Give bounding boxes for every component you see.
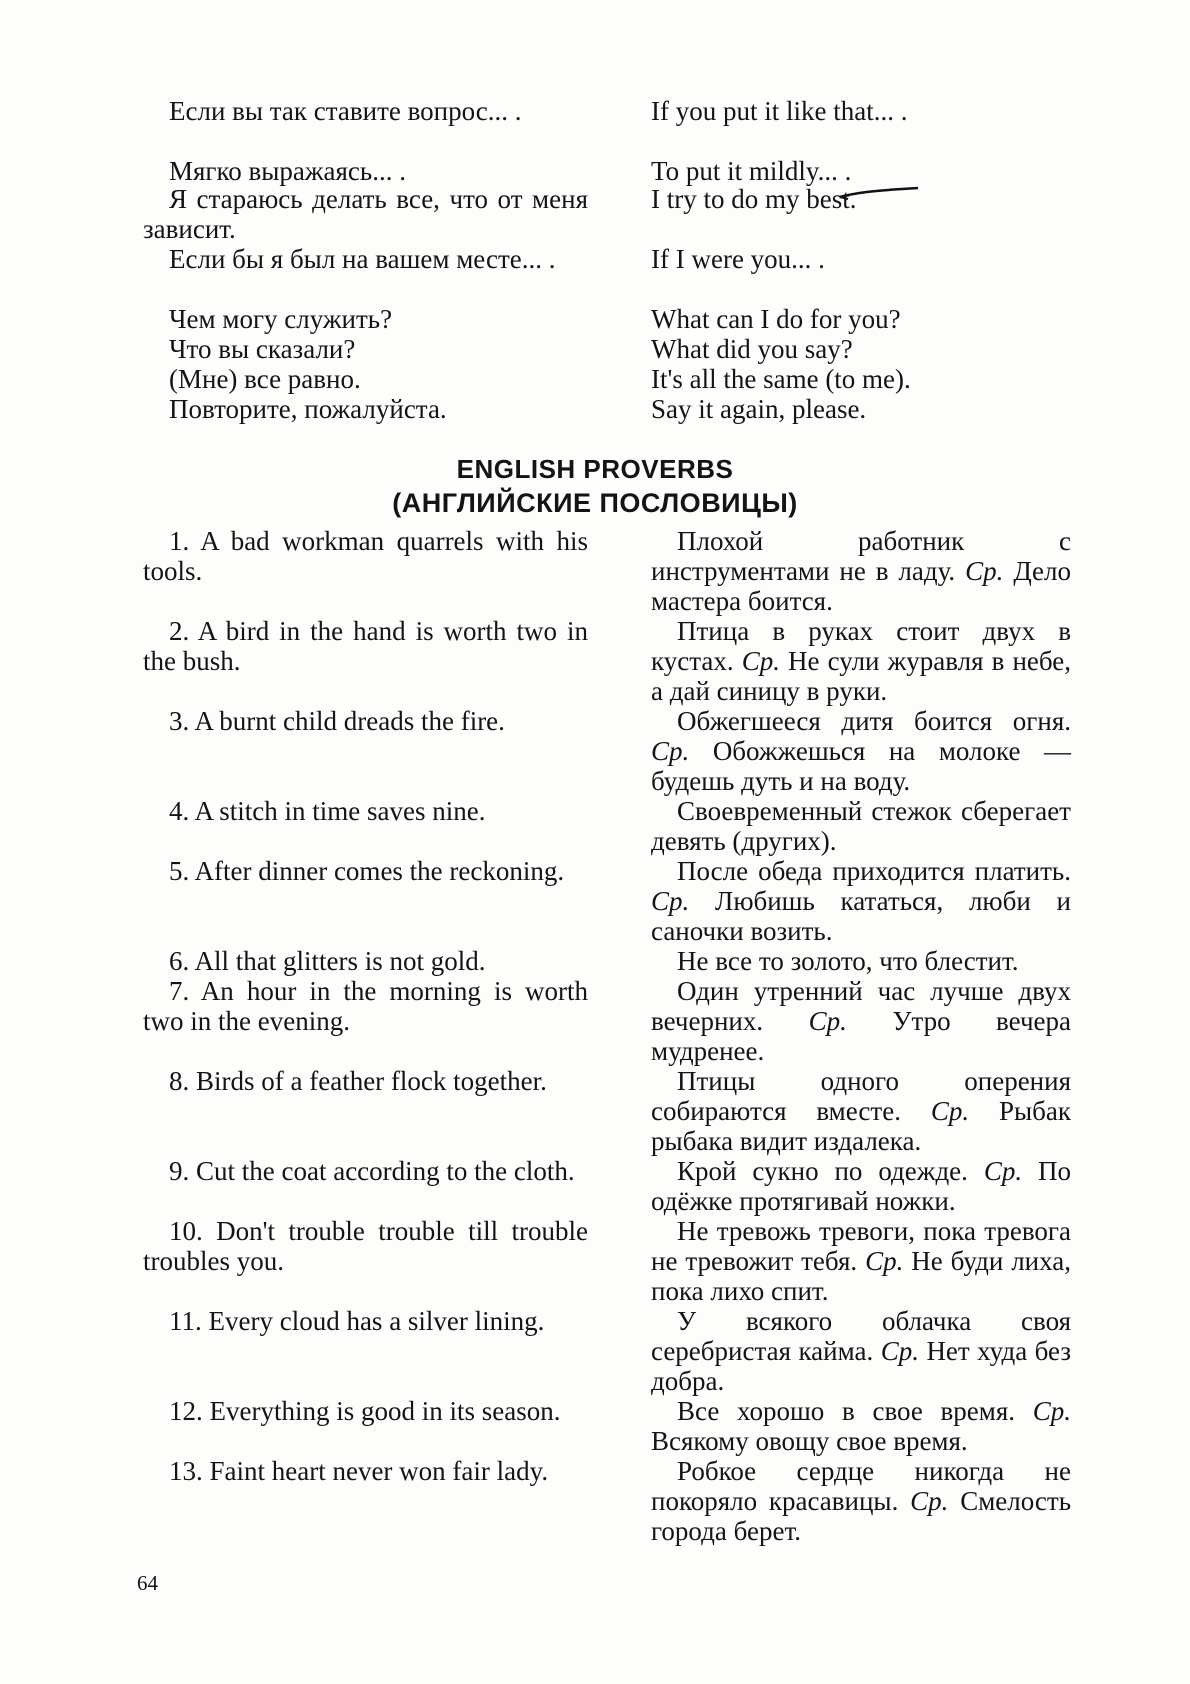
proverb-ru: После обеда приходится платить. Ср. Любишь кататься, люби и саночки возить. (651, 856, 1071, 946)
proverb-ru: У всякого облачка своя серебристая кайма. Ср. Нет худа без добра. (651, 1306, 1072, 1396)
proverb-ru: Крой сукно по одежде. Ср. По одёжке протягивай ножки. (651, 1156, 1072, 1216)
proverb-ru: Птица в руках стоит двух в кустах. Ср. Не сули журавля в небе, а дай синицу в руки. (651, 616, 1071, 706)
phrase-ru: Я стараюсь делать все, что от меня зависит. (143, 184, 588, 244)
proverb-ru: Все хорошо в свое время. Ср. Всякому овощу свое время. (651, 1396, 1071, 1456)
section-subtitle: (АНГЛИЙСКИЕ ПОСЛОВИЦЫ) (392, 488, 798, 518)
phrase-en: Say it again, please. (651, 394, 867, 424)
proverb-en: 13. Faint heart never won fair lady. (169, 1456, 549, 1486)
proverb-ru: Не тревожь тревоги, пока тревога не тревожит тебя. Ср. Не буди лиха, пока лихо спит. (651, 1216, 1072, 1306)
section-title: ENGLISH PROVERBS (456, 454, 734, 484)
handwritten-mark-icon (838, 186, 920, 202)
phrase-ru: (Мне) все равно. (169, 364, 361, 394)
phrase-ru: Мягко выражаясь... . (169, 156, 406, 186)
proverb-ru: Робкое сердце никогда не покоряло красавицы. Ср. Смелость города берет. (651, 1456, 1072, 1546)
proverb-ru: Птицы одного оперения собираются вместе. Ср. Рыбак рыбака видит издалека. (651, 1066, 1071, 1156)
proverb-en: 12. Everything is good in its season. (169, 1396, 561, 1426)
proverb-ru: Плохой работник с инструментами не в ладу. Ср. Дело мастера боится. (651, 526, 1072, 616)
proverb-en: 11. Every cloud has a silver lining. (169, 1306, 545, 1336)
proverb-ru: Своевременный стежок сберегает девять (других). (651, 796, 1071, 856)
proverb-en: 9. Cut the coat according to the cloth. (169, 1156, 575, 1186)
proverb-en: 2. A bird in the hand is worth two in the bush. (143, 616, 588, 676)
page-number: 64 (137, 1571, 158, 1595)
proverb-en: 1. A bad workman quarrels with his tools. (143, 526, 588, 586)
phrase-ru: Если бы я был на вашем месте... . (169, 244, 556, 274)
proverb-ru: Обжегшееся дитя боится огня. Ср. Обожжешься на молоке — будешь дуть и на воду. (651, 706, 1072, 796)
phrase-en: If you put it like that... . (651, 96, 908, 126)
proverb-ru: Не все то золото, что блестит. (677, 946, 1019, 976)
phrase-en: To put it mildly... . (651, 156, 852, 186)
phrase-en: If I were you... . (651, 244, 825, 274)
phrase-en: What can I do for you? (651, 304, 901, 334)
phrase-ru: Если вы так ставите вопрос... . (169, 96, 522, 126)
phrase-en: What did you say? (651, 334, 853, 364)
phrase-en: I try to do my best. (651, 184, 857, 214)
proverb-en: 10. Don't trouble trouble till trouble troubles you. (143, 1216, 588, 1276)
proverb-en: 3. A burnt child dreads the fire. (169, 706, 505, 736)
phrase-ru: Чем могу служить? (169, 304, 393, 334)
phrase-en: It's all the same (to me). (651, 364, 911, 394)
proverb-en: 7. An hour in the morning is worth two in the evening. (143, 976, 588, 1036)
proverb-en: 5. After dinner comes the reckoning. (169, 856, 565, 886)
proverb-en: 4. A stitch in time saves nine. (169, 796, 486, 826)
proverb-en: 8. Birds of a feather flock together. (169, 1066, 547, 1096)
phrase-ru: Повторите, пожалуйста. (169, 394, 447, 424)
phrase-ru: Что вы сказали? (169, 334, 356, 364)
proverb-ru: Один утренний час лучше двух вечерних. Ср. Утро вечера мудренее. (651, 976, 1071, 1066)
proverb-en: 6. All that glitters is not gold. (169, 946, 486, 976)
